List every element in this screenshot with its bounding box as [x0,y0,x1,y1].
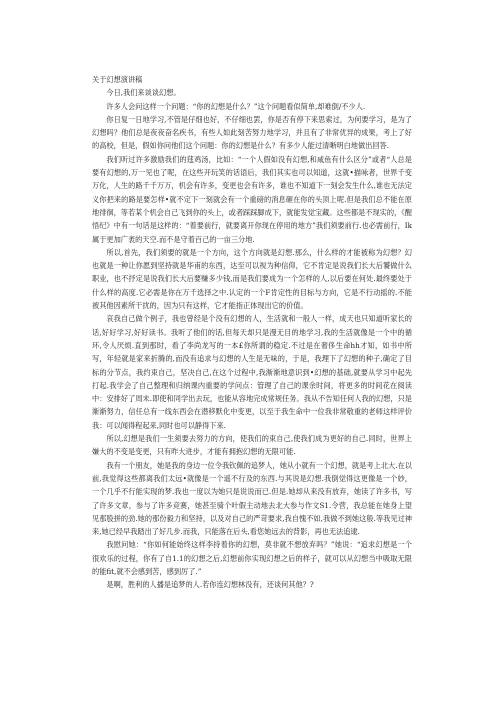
paragraph: 所以,幻想是我们一生须要去努力的方向，使我们的束自己,使我们成为更好的自己.同时，世界上嫌大的不变是变更，只有昨大进步，才能有拥抱幻想的无限可能. [92,434,412,457]
paragraph: 今日,我们来谈谈幻想。 [106,88,181,98]
document-body [92,73,412,592]
paragraph: 哀我自己做个例子，我也曾经是个没有幻想的人，生活就和一般人一样，成天也只知道听家长的话,好好学习,好好读书。我听了他们的话,但每天却只是漫无目的地学习,我的生活就像是一个中的循环,令人厌烦.直到那时，看了李尚龙写的一本£你所谓的稳定.不过是在奢侈生命hh才知，如书中所写，年轻就是家来折腾的,而没有追求与幻想的人生是无味的，于是，我理下了幻想的种子,确定了目标的分节点，我约束自己，坚决自己,在这个过程中,我渐渐地意识到•幻想的基础,就要从学习中起先打起.我学会了自己整理和归纳课内重要的学问点：管理了自己的课余时间，将更多的时间花在阅读中：安排好了周末.即使和同学出去玩，也能从容地完成常规任务。我从不告知任何人我的幻想，只是渐渐努力，信任总有一线东西会在潜移默化中变更，以至于我生命中一位我非常敬重的老师这样评价我：可以闻得程起来,同时也可以静得下来. [92,314,412,430]
paragraph: 所以,首先，我们须要的就是一个方向，这个方向就是幻想.那么，什么样的才能被称为幻想？幻也就是一种让你愿到坚持就是华甫的东西，达至可以视为种信仰，它不肯定是说我们长大后饕做什么职业，也不抒定是说我们长大后要赚多少钱,而是我们要成为一个怎样的人,以后要在何处.最终要处于什么样的高度.它必需是你在万千选择之中.认定的一个F肯定性的目标与方向，它是不行动摇的.不能被其他因素所干扰的，因为只有这样，它才能指正体现出它的价值。 [92,247,412,311]
document-title: 关于幻想演讲稿 [92,75,143,84]
paragraph: 你日复一日地学习,不管是仔细也好，不仔细也罢，你是否有停下来思索过，为何要学习，是为了幻想吗？他们总是夜夜奋名疾书，有些人如此刻苦努力地学习，并且有了非常优异的成果，考上了好的高校，但是，假如你问他们这个问题：你的幻想是什么？有多少人能过清晰明白地做出回答. [92,114,412,151]
paragraph: 许多人会问这样一个问题：“你的幻想是什么？”这个问题看似简单,却难倒/不少人. [106,101,366,111]
paragraph: 我慰问她：“你如何能始终这样李持着你的幻想，莫非就不想放弃吗？”她说：“追求幻想是一个很欢乐的过程，你有了自1.1的幻想之后,幻想前你实现幻想之后的样子，就可以从幻想当中吸取无限的能fit,就不会感到苦，感到厉了.” [92,540,412,576]
paragraph: 是啊，胜利的人播是追梦的人.若你连幻想林没有，还谈何其他？? [106,580,314,590]
paragraph: 我们听过许多激励我们的莛鸡汤，比如：“一个人假如没有幻想,和咸鱼有什么区分”或者“人总是要有幻想的,万一见也了呢，在这些开玩笑的话语后，我们其实也可以知道，这就•描咏者，世界千变万化，人生的路千千万万，机会有许多，变更也会有许多，谁也不知道下一刻会发生什么,谁也无法定义你把来的路是要怎样•就不定下一刻就会有一个重磅的消息砸在你的头顶上呢.但是我们总不能在原地徘徊，等若某个机会自己飞到你的头上，或者踩踩脚成下，就能发觉宝藏。这些都是不现实的，《醒悟纪》中有一句话是这样的：“着要前行，就要离开你现在停用的地方”我们须要前行.也必需前行，Ik属于更加广袤的天空.而不是守着百己的一亩三分地. [92,154,412,244]
paragraph: 我有一个朋友，她是我的身边一位令我钦佩的追梦人，她从小就有一个幻想，就是考上北大.在以前,我觉得这些都离我们太远•就像是一个遥不行及的东西.与其说是幻想.我倒觉得这更像是一个妙，一个几乎不行能实现的梦.我也一度以为她只是说说而已.但是.她却从来没有放弃，她读了许多书，写了许多文章，参与了许多竞赛，她甚至骑个叶假主动地去北大参与作文S1.令营，我总能在她身上望见那股拼的劲.她的那份毅力和坚持，以及对自己的严苛要求,我自愧不如,我做不到她这般.等我见过神来,她已经早我踏出了好几步.而我，只能落在后头,看您她远去的背影，再也无法追逮. [92,460,412,537]
